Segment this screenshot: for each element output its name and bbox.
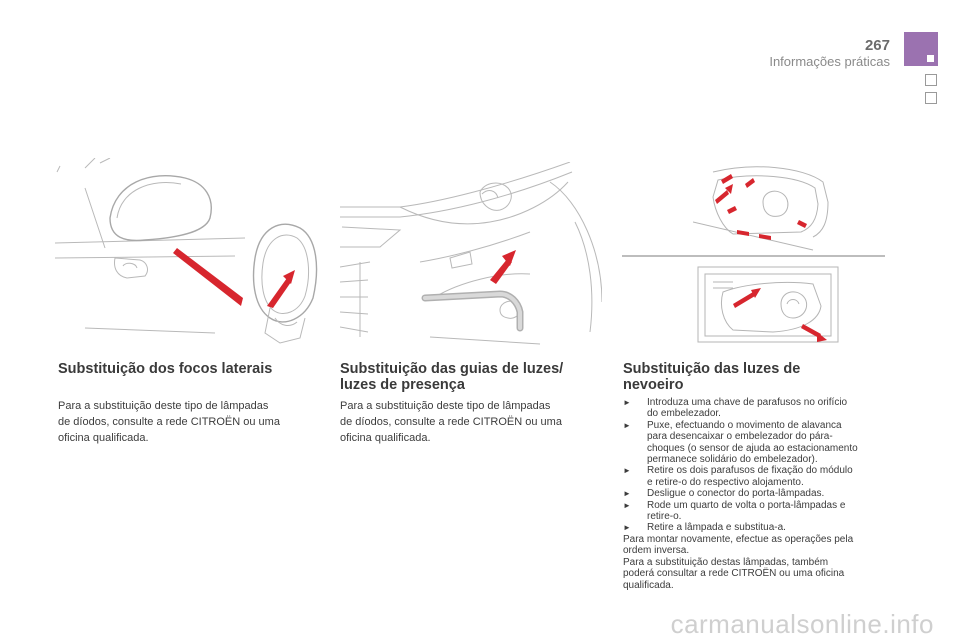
foglamp-module-illustration: [693, 262, 843, 352]
foglamp-bezel-illustration: [693, 162, 833, 252]
title-line: Substituição das guias de luzes/: [340, 361, 564, 377]
note-line: Para a substituição destas lâmpadas, também: [623, 556, 829, 568]
text-line: oficina qualificada.: [340, 432, 431, 444]
instruction-line: Desligue o conector do porta-lâmpadas.: [647, 488, 825, 500]
text-line: Para a substituição deste tipo de lâmpadas: [58, 400, 269, 412]
instruction-line: permanece solidário do embelezador).: [647, 454, 818, 466]
reassembly-note: [623, 534, 893, 557]
instruction-line: e retire-o do respectivo alojamento.: [647, 476, 804, 488]
section-title: Informações práticas: [769, 54, 890, 69]
instruction-item: [623, 420, 893, 466]
title-line: nevoeiro: [623, 377, 684, 393]
instruction-line: retire-o.: [647, 511, 682, 523]
bullet-icon: ►: [623, 523, 631, 533]
instruction-item: [623, 465, 893, 488]
instruction-line: Retire os dois parafusos de fixação do módulo: [647, 465, 853, 477]
instruction-line: para desencaixar o embelezador do pára-: [647, 431, 833, 443]
text-line: de díodos, consulte a rede CITROËN ou uma: [340, 416, 562, 428]
title-fog-lights: [623, 361, 800, 393]
title-side-lights: Substituição dos focos laterais: [58, 361, 273, 377]
watermark: carmanualsonline.info: [670, 609, 934, 639]
instruction-item: [623, 488, 893, 499]
note-line: ordem inversa.: [623, 545, 690, 557]
dealer-note: [623, 557, 893, 591]
bullet-icon: ►: [623, 500, 631, 510]
bullet-icon: ►: [623, 489, 631, 499]
title-line: luzes de presença: [340, 377, 465, 393]
instruction-line: choques (o sensor de ajuda ao estacionamento: [647, 442, 858, 454]
bullet-icon: ►: [623, 466, 631, 476]
chapter-tab[interactable]: [925, 74, 937, 86]
bullet-icon: ►: [623, 420, 631, 430]
note-line: Para montar novamente, efectue as operações pela: [623, 533, 854, 545]
text-line: Para a substituição deste tipo de lâmpadas: [340, 400, 551, 412]
instruction-line: Introduza uma chave de parafusos no orifício: [647, 397, 848, 408]
title-line: Substituição das luzes de: [623, 361, 801, 377]
divider: [622, 255, 885, 257]
chapter-tab-active[interactable]: [904, 32, 938, 66]
instruction-line: Rode um quarto de volta o porta-lâmpadas e: [647, 499, 846, 511]
instruction-item: [623, 522, 893, 533]
instruction-item: [623, 500, 893, 523]
instruction-line: Puxe, efectuando o movimento de alavanca: [647, 419, 842, 431]
fog-lights-instructions: [623, 397, 893, 591]
title-light-guides: [340, 361, 563, 393]
instruction-line: do embelezador.: [647, 408, 721, 420]
text-light-guides: [340, 398, 600, 446]
text-line: oficina qualificada.: [58, 432, 149, 444]
bumper-illustration: [340, 162, 602, 350]
instruction-line: Retire a lâmpada e substitua-a.: [647, 522, 786, 534]
text-side-lights: [58, 398, 308, 446]
bullet-icon: ►: [623, 398, 631, 407]
text-line: de díodos, consulte a rede CITROËN ou uma: [58, 416, 280, 428]
instruction-item: [623, 397, 893, 420]
note-line: qualificada.: [623, 579, 674, 591]
chapter-tab[interactable]: [925, 92, 937, 104]
mirror-illustration: [55, 158, 320, 348]
page-number: 267: [864, 37, 890, 54]
note-line: poderá consultar a rede CITROËN ou uma oficina: [623, 568, 845, 580]
